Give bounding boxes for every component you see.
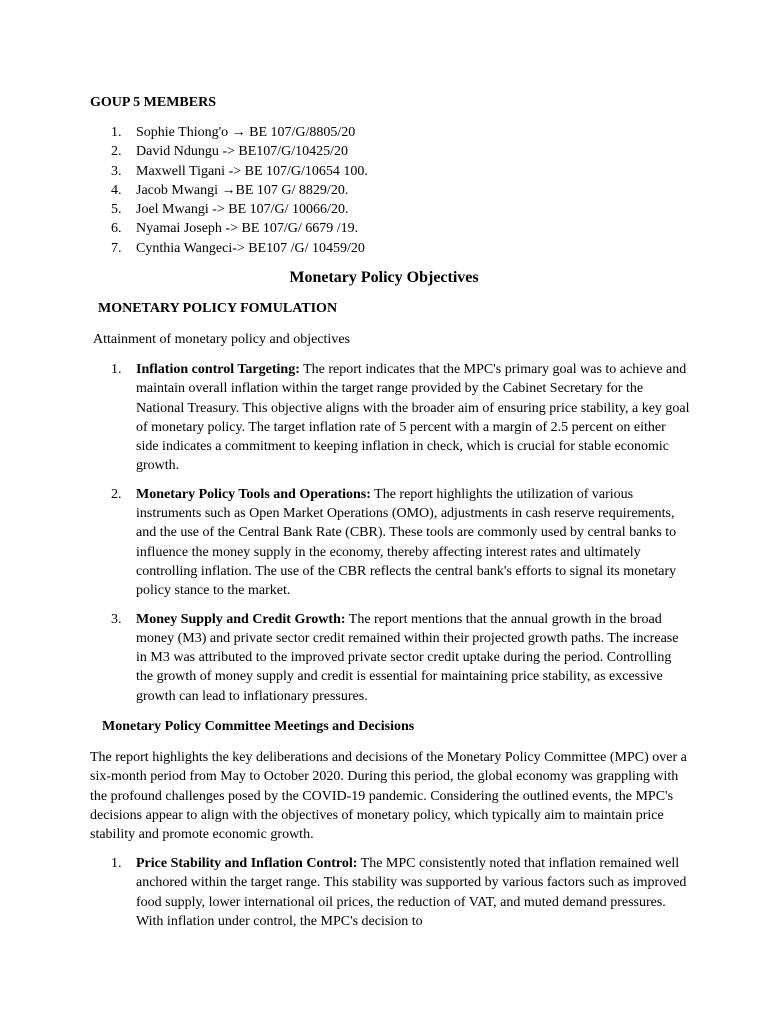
- member-item: [90, 239, 730, 258]
- objective-body: [136, 360, 690, 476]
- decision-number: 1.: [111, 856, 122, 871]
- member-item: [90, 162, 730, 181]
- member-number: 3.: [111, 163, 122, 179]
- objectives-list: [90, 360, 690, 715]
- objective-number: 3.: [111, 611, 122, 627]
- member-item: [90, 200, 730, 219]
- member-number: 6.: [111, 221, 122, 237]
- committee-heading: Monetary Policy Committee Meetings and Decisions: [102, 719, 415, 734]
- decision-item: [90, 854, 690, 931]
- member-number: 4.: [111, 182, 122, 198]
- member-number: 7.: [111, 240, 122, 256]
- member-item: [90, 123, 730, 142]
- group-heading: GOUP 5 MEMBERS: [90, 95, 217, 110]
- objective-body: [136, 610, 690, 706]
- section-heading: MONETARY POLICY FOMULATION: [98, 301, 338, 316]
- member-number: 5.: [111, 202, 122, 218]
- members-list: [90, 123, 730, 258]
- member-text: Nyamai Joseph -> BE 107/G/ 6679 /19.: [136, 221, 359, 237]
- objective-text: The report highlights the utilization of various instruments such as Open Market Operations (OMO), adjustments in cash reserve requirements, and the use of the Central Bank Rate (CBR). These tools are commonly used by central banks to influence the money supply in the economy, thereby affecting interest rates and ultimately controlling inflation. The use of the CBR reflects the central bank's efforts to signal its monetary policy stance to the market.: [136, 486, 677, 599]
- decision-label: Price Stability and Inflation Control:: [136, 856, 358, 871]
- objective-label: Monetary Policy Tools and Operations:: [136, 486, 371, 502]
- member-item: [90, 142, 730, 161]
- objective-item: [90, 610, 690, 706]
- intro-text: Attainment of monetary policy and objectives: [93, 332, 350, 347]
- member-number: 1.: [111, 125, 122, 140]
- decision-body: [136, 854, 690, 931]
- member-item: [90, 181, 730, 200]
- member-item: [90, 219, 730, 238]
- decision-text: The MPC consistently noted that inflation remained well anchored within the target range. This stability was supported by various factors such as improved food supply, lower international oil prices, the reduction of VAT, and muted demand pressures. With inflation under control, the MPC's decision to: [136, 856, 687, 929]
- member-text: David Ndungu -> BE107/G/10425/20: [136, 144, 349, 160]
- objective-label: Inflation control Targeting:: [136, 362, 300, 377]
- objective-text: The report indicates that the MPC's primary goal was to achieve and maintain overall inflation within the target range provided by the Cabinet Secretary for the National Treasury. This objective aligns with the broader aim of ensuring price stability, a key goal of monetary policy. The target inflation rate of 5 percent with a margin of 2.5 percent on either side indicates a commitment to keeping inflation in check, which is crucial for stable economic growth.: [136, 362, 690, 474]
- objective-item: [90, 360, 690, 476]
- member-text: Maxwell Tigani -> BE 107/G/10654 100.: [136, 163, 368, 179]
- member-text: Joel Mwangi -> BE 107/G/ 10066/20.: [136, 202, 349, 218]
- objective-number: 1.: [111, 362, 122, 377]
- objective-text: The report mentions that the annual growth in the broad money (M3) and private sector credit remained within their projected growth paths. The increase in M3 was attributed to the improved private sector credit uptake during the period. Controlling the growth of money supply and credit is essential for maintaining price stability, as excessive growth can lead to inflationary pressures.: [136, 611, 679, 704]
- document-title: Monetary Policy Objectives: [289, 269, 479, 286]
- objective-body: [136, 485, 690, 601]
- objective-label: Money Supply and Credit Growth:: [136, 611, 346, 627]
- member-number: 2.: [111, 144, 122, 160]
- objective-item: [90, 485, 690, 601]
- decisions-list: [90, 854, 690, 940]
- member-text: Jacob Mwangi →BE 107 G/ 8829/20.: [136, 182, 349, 198]
- committee-paragraph: The report highlights the key deliberations and decisions of the Monetary Policy Committee (MPC) over a six-month period from May to October 2020. During this period, the global economy was grappling with the profound challenges posed by the COVID-19 pandemic. Considering the outlined events, the MPC's decisions appear to align with the objectives of monetary policy, which typically aim to maintain price stability and promote economic growth.: [90, 750, 687, 843]
- member-text: Cynthia Wangeci-> BE107 /G/ 10459/20: [136, 240, 365, 256]
- member-text: Sophie Thiong'o → BE 107/G/8805/20: [136, 125, 356, 140]
- objective-number: 2.: [111, 486, 122, 502]
